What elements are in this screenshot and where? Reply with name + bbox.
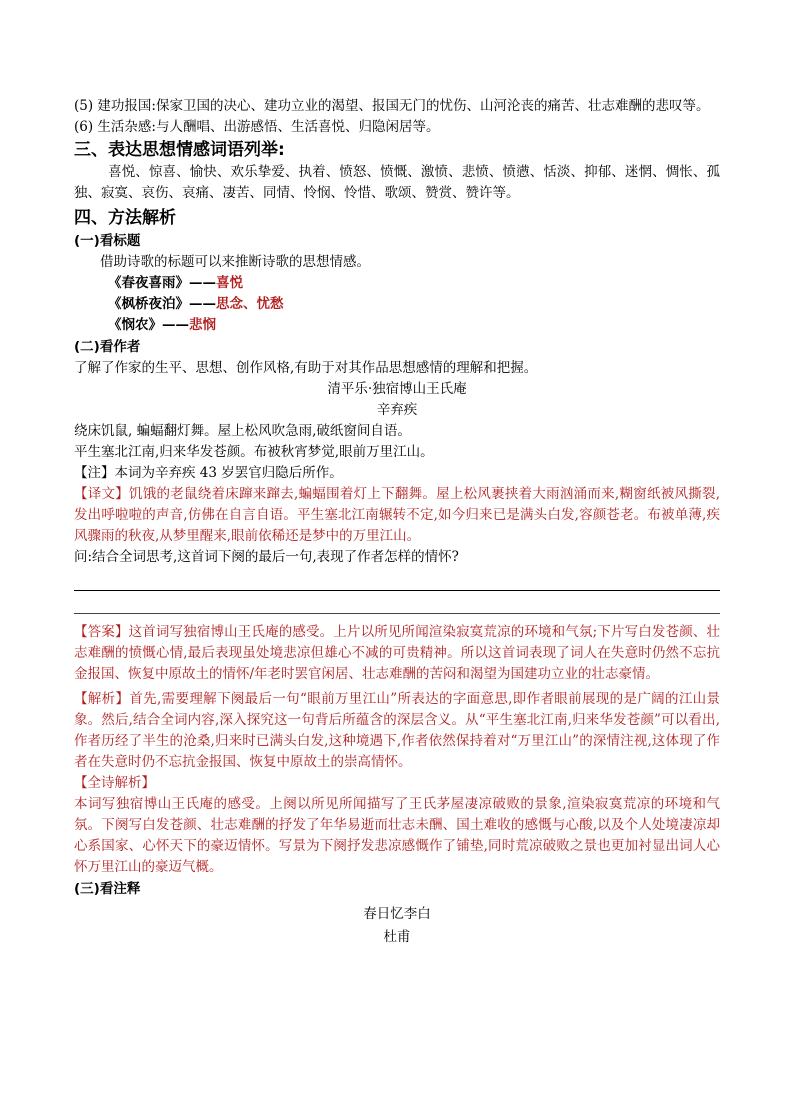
- answer-tag: 【答案】: [74, 624, 129, 640]
- emotion-words: [74, 162, 720, 204]
- poem2-author: 杜甫: [383, 929, 411, 945]
- section4-heading: 四、方法解析: [74, 208, 176, 228]
- emotion-words-text: 喜悦、惊喜、愉快、欢乐挚爱、执着、愤怒、愤慨、激愤、悲愤、愤懑、恬淡、抑郁、迷惘、惆怅、孤独、寂寞、哀伤、哀痛、凄苦、同情、怜悯、怜惜、歌颂、赞赏、赞许等。: [74, 164, 720, 201]
- example-title: 《枫桥夜泊》——: [108, 296, 216, 312]
- list-item-6: (6) 生活杂感:与人酬唱、出游感悟、生活喜悦、归隐闲居等。: [74, 119, 440, 135]
- analysis-text: 首先,需要理解下阕最后一句“眼前万里江山”所表达的字面意思,即作者眼前展现的是广阔的江山景象。然后,结合全词内容,深入探究这一句背后所蕴含的深层含义。从“平生塞北江南,归来华发苍颜”可以看出,作者历经了半生的沧桑,归来时已满头白发,这种境遇下,作者依然保持着对“万里江山”的深情注视,这体现了作者在失意时仍不忘抗金报国、恢复中原故土的崇高情怀。: [74, 691, 720, 770]
- sub2-heading: (二)看作者: [74, 339, 141, 355]
- example-emotion: 喜悦: [216, 275, 243, 291]
- answer-text: 这首词写独宿博山王氏庵的感受。上片以所见所闻渲染寂寞荒凉的环境和气氛;下片写白发苍颜、壮志难酬的愤慨心情,最后表现虽处境悲凉但雄心不减的可贵精神。所以这首词表现了词人在失意时仍然不忘抗金报国、恢复中原故土的情怀/年老时罢官闲居、壮志难酬的苦闷和渴望为国建功立业的壮志豪情。: [74, 624, 720, 682]
- poem-line-2: 平生塞北江南,归来华发苍颜。布被秋宵梦觉,眼前万里江山。: [74, 444, 434, 460]
- answer: [74, 622, 720, 685]
- title-example-3: [74, 315, 720, 336]
- poem-author: 辛弃疾: [376, 402, 418, 418]
- full-analysis: 本词写独宿博山王氏庵的感受。上阕以所见所闻描写了王氏茅屋凄凉破败的景象,渲染寂寞荒凉的环境和气氛。下阕写白发苍颜、壮志难酬的抒发了年华易逝而壮志未酬、国土难收的感慨与心酸,以及个人处境凄凉却心系国家、心怀天下的豪迈情怀。写景为下阕抒发悲凉感慨作了铺垫,同时荒凉破败之景也更加衬显出词人心怀万里江山的豪迈气概。: [74, 796, 720, 875]
- section3-heading: 三、表达思想情感词语列举:: [74, 140, 285, 160]
- example-title: 《春夜喜雨》——: [108, 275, 216, 291]
- sub1-intro: 借助诗歌的标题可以来推断诗歌的思想情感。: [100, 254, 370, 270]
- document-page: [74, 94, 720, 948]
- example-emotion: 思念、忧愁: [216, 296, 284, 312]
- example-emotion: 悲悯: [189, 317, 216, 333]
- answer-blank-line: [74, 603, 720, 614]
- poem-title: 清平乐·独宿博山王氏庵: [327, 381, 467, 397]
- poem-translation: [74, 484, 720, 547]
- poem-note: 【注】本词为辛弃疾 43 岁罢官归隐后所作。: [74, 465, 343, 481]
- translation-text: 饥饿的老鼠绕着床蹿来蹿去,蝙蝠围着灯上下翻舞。屋上松风裹挟着大雨汹涌而来,糊窗纸被风撕裂,发出呼啦啦的声音,仿佛在自言自语。平生塞北江南辗转不定,如今归来已是满头白发,容颜苍老。布被单薄,疾风骤雨的秋夜,从梦里醒来,眼前依稀还是梦中的万里江山。: [74, 486, 721, 544]
- sub2-intro: 了解了作家的生平、思想、创作风格,有助于对其作品思想感情的理解和把握。: [74, 360, 538, 376]
- sub1-heading: (一)看标题: [74, 233, 141, 249]
- sub3-heading: (三)看注释: [74, 881, 141, 897]
- analysis: [74, 689, 720, 773]
- poem2-title: 春日忆李白: [363, 906, 431, 922]
- example-title: 《悯农》——: [108, 317, 189, 333]
- full-analysis-tag: 【全诗解析】: [74, 775, 155, 791]
- poem-line-1: 绕床饥鼠, 蝙蝠翻灯舞。屋上松风吹急雨,破纸窗间自语。: [74, 423, 411, 439]
- analysis-tag: 【解析】: [74, 691, 130, 707]
- question: 问:结合全词思考,这首词下阕的最后一句,表现了作者怎样的情怀?: [74, 549, 459, 565]
- answer-blank-line: [74, 576, 720, 591]
- list-item-5: (5) 建功报国:保家卫国的决心、建功立业的渴望、报国无门的忧伤、山河沦丧的痛苦、壮志难酬的悲叹等。: [74, 98, 710, 114]
- title-example-1: [74, 273, 720, 294]
- title-example-2: [74, 294, 720, 315]
- translation-tag: 【译文】: [74, 486, 130, 502]
